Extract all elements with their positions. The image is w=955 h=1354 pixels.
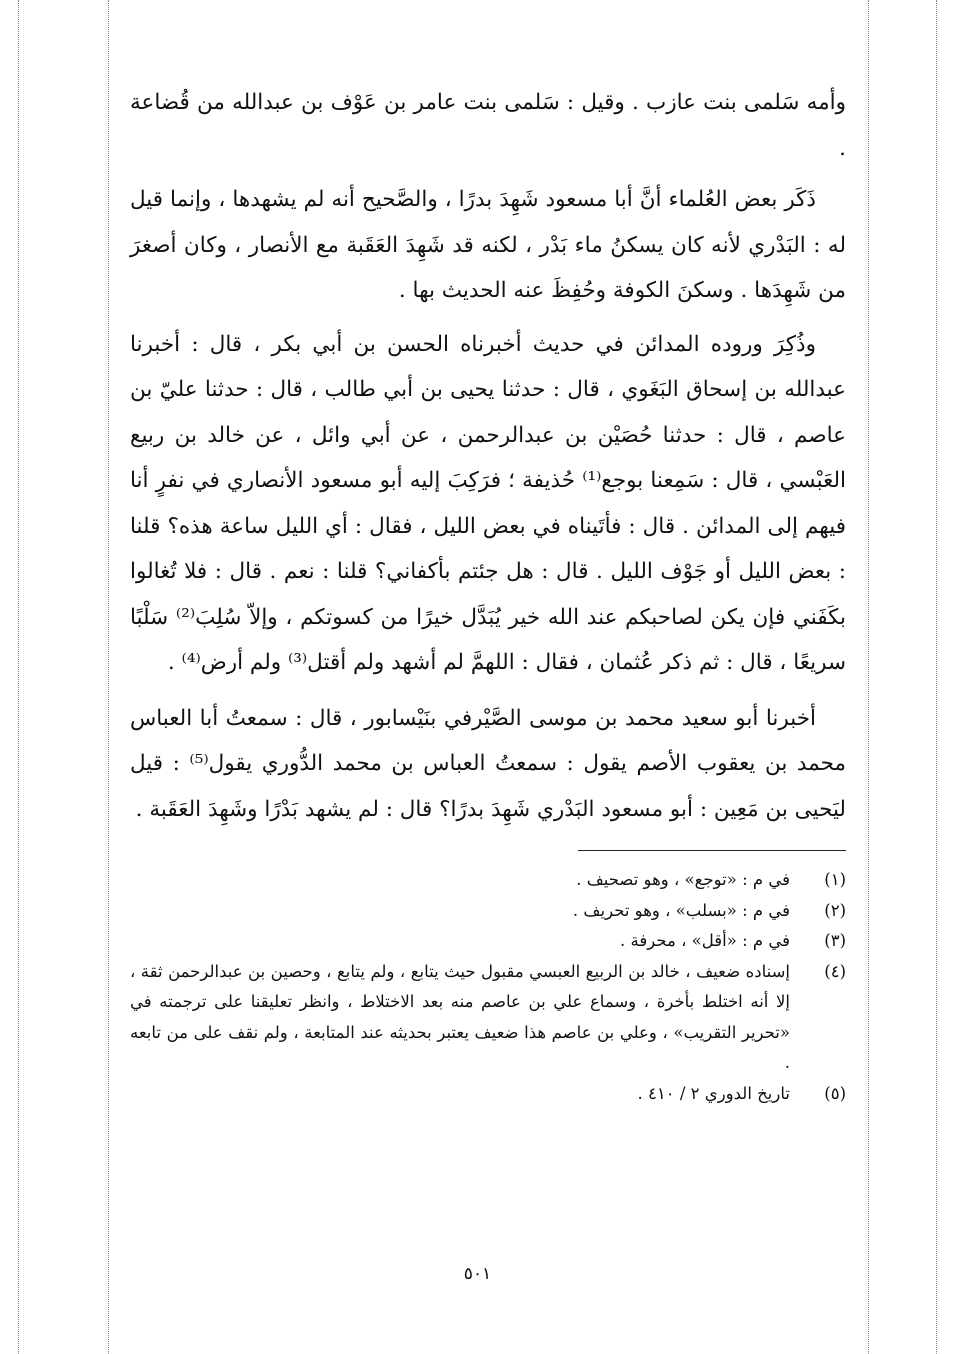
frame-rule-outer-left <box>18 0 19 1354</box>
footnote-number: (٤) <box>824 961 846 981</box>
page-number: ٥٠١ <box>463 1264 492 1284</box>
footnote-3 <box>130 926 846 957</box>
frame-rule-inner-right <box>868 0 869 1354</box>
frame-rule-inner-left <box>108 0 109 1354</box>
footnote-number: (٢) <box>824 900 846 920</box>
page-content <box>130 80 846 1109</box>
footnotes <box>130 865 846 1109</box>
footnote-text: في م : «بسلب» ، وهو تحريف . <box>572 900 790 920</box>
paragraph-mother: وأمه سَلمى بنت عازب . وقيل : سَلمى بنت عامر بن عَوْف بن عبدالله من قُضاعة . <box>130 90 846 161</box>
footnote-text: في م : «أقل» ، محرفة . <box>620 931 790 950</box>
footnote-text: في م : «توجع» ، وهو تصحيف . <box>576 870 790 889</box>
paragraph-badr: ذَكَر بعض العُلماء أنَّ أبا مسعود شَهِدَ بدرًا ، والصَّحيح أنه لم يشهدها ، وإنما قيل له : البَدْري لأنه كان يسكنُ ماء بَدْر ، لكنه قد شَهِدَ العَقَبة مع الأنصار ، وكان أصغرَ من شَهِدَها . وسكنَ الكوفة وحُفِظَ عنه الحديث بها . <box>130 187 846 303</box>
footnote-1 <box>130 865 846 896</box>
footnote-2 <box>130 896 846 927</box>
footnote-text: تاريخ الدوري ٢ / ٤١٠ . <box>637 1083 790 1103</box>
footnote-divider <box>578 850 846 851</box>
footnote-number: (٥) <box>824 1083 846 1103</box>
frame-rule-outer-right <box>936 0 937 1354</box>
footnote-text: إسناده ضعيف ، خالد بن الربيع العبسي مقبول حيث يتابع ، ولم يتابع ، وحصين بن عبدالرحمن ثقة ، إلا أنه اختلط بأخرة ، وسماع علي بن عاصم منه بعد الاختلاط ، وانظر تعليقنا على ترجمته في «تحرير التقريب» ، وعلي بن عاصم هذا ضعيف يعتبر بحديثه عند المتابعة ، ولم نقف على من تابعه . <box>130 961 790 1072</box>
footnote-number: (١) <box>824 870 846 889</box>
paragraph-nishapur-report: أخبرنا أبو سعيد محمد بن موسى الصَّيْرفي بنَيْسابور ، قال : سمعتُ أبا العباس محمد بن يعقوب الأصم يقول : سمعتُ العباس بن محمد الدُّوري يقول⁽⁵⁾ : قيل ليَحيى بن مَعِين : أبو مسعود البَدْري شَهِدَ بدرًا؟ قال : لم يشهد بَدْرًا وشَهِدَ العَقَبة . <box>130 705 847 822</box>
footnote-5 <box>130 1079 846 1110</box>
paragraph-madain-hadith: وذُكِرَ وروده المدائن في حديث أخبرناه الحسن بن أبي بكر ، قال : أخبرنا عبدالله بن إسحاق البَغَوي ، قال : حدثنا يحيى بن أبي طالب ، قال : حدثنا عليّ بن عاصم ، قال : حدثنا حُصَيْن بن عبدالرحمن ، عن أبي وائل ، عن خالد بن ربيع العَبْسي ، قال : سَمِعنا بوجع⁽¹⁾ حُذيفة ؛ فرَكِبَ إليه أبو مسعود الأنصاري في نفرٍ أنا فيهم إلى المدائن . قال : فأتَيناه في بعض الليل ، فقال : أي الليل ساعة هذه؟ قلنا : بعض الليل أو جَوْف الليل . قال : هل جئتم بأكفاني؟ قلنا : نعم . قال : فلا تُغالوا بكَفَني فإن يكن لصاحبكم عند الله خير يُبَدَّل خيرًا من كسوتكم ، وإلاّ سُلِبَ⁽²⁾ سَلْبًا سريعًا ، قال : ثم ذكر عُثمان ، فقال : اللهمَّ لم أشهد ولم أقتل⁽³⁾ ولم أرض⁽⁴⁾ . <box>130 331 846 675</box>
footnote-4 <box>130 957 846 1079</box>
main-text <box>130 80 846 832</box>
footnote-number: (٣) <box>824 931 846 950</box>
